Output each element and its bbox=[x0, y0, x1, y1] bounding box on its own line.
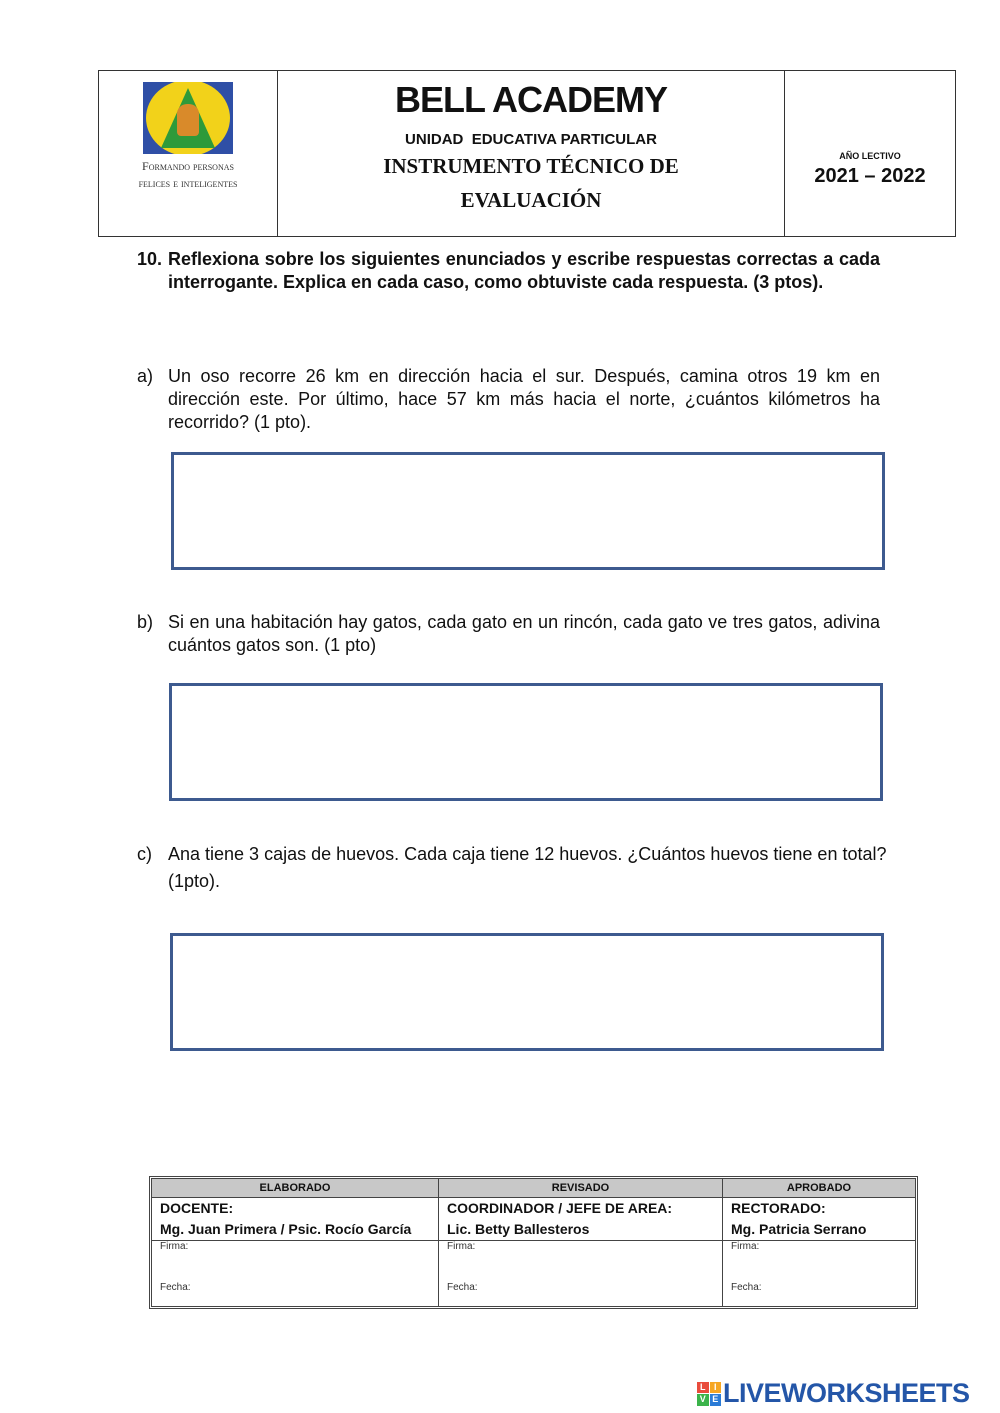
bell-academy-logo bbox=[143, 82, 233, 154]
answer-box-c[interactable] bbox=[170, 933, 884, 1051]
instrument-line1: INSTRUMENTO TÉCNICO DE bbox=[383, 154, 679, 178]
motto-line1: Formando personas bbox=[142, 159, 234, 173]
question-text: Reflexiona sobre los siguientes enunciados y escribe respuestas correctas a cada interrogante. Explica en cada caso, como obtuviste cada respuesta. (3 ptos). bbox=[168, 249, 880, 292]
coordinador-cell bbox=[439, 1198, 723, 1241]
item-c bbox=[137, 841, 904, 895]
signature-cell bbox=[439, 1241, 723, 1306]
item-letter: b) bbox=[137, 612, 154, 632]
header-aprobado: APROBADO bbox=[723, 1179, 915, 1198]
item-letter: c) bbox=[137, 844, 152, 864]
answer-box-b[interactable] bbox=[169, 683, 883, 801]
role: RECTORADO: bbox=[731, 1200, 826, 1216]
fecha-label: Fecha: bbox=[447, 1282, 478, 1293]
docente-cell bbox=[152, 1198, 439, 1241]
year-label: AÑO LECTIVO bbox=[839, 151, 901, 161]
answer-box-a[interactable] bbox=[171, 452, 885, 570]
liveworksheets-mark-icon: L I V E bbox=[697, 1382, 721, 1406]
item-text: Un oso recorre 26 km en dirección hacia el sur. Después, camina otros 19 km en dirección este. Por último, hace 57 km más hacia el norte, ¿cuántos kilómetros ha recorrido? (1 pto). bbox=[168, 366, 880, 432]
approval-table bbox=[149, 1176, 918, 1309]
item-text: Si en una habitación hay gatos, cada gato en un rincón, cada gato ve tres gatos, adivina cuántos gatos son. (1 pto) bbox=[168, 612, 880, 655]
item-b bbox=[137, 611, 880, 657]
signature-cell bbox=[723, 1241, 915, 1306]
school-name: BELL ACADEMY bbox=[394, 79, 667, 120]
school-years: 2021 – 2022 bbox=[814, 165, 926, 187]
item-text: Ana tiene 3 cajas de huevos. Cada caja tiene 12 huevos. ¿Cuántos huevos tiene en total? (1pto). bbox=[168, 844, 887, 891]
item-a bbox=[137, 365, 880, 434]
header-revisado: REVISADO bbox=[439, 1179, 723, 1198]
question-number: 10. bbox=[137, 249, 163, 269]
header-table bbox=[98, 70, 956, 237]
header-elaborado: ELABORADO bbox=[152, 1179, 439, 1198]
firma-label: Firma: bbox=[731, 1241, 760, 1252]
fecha-label: Fecha: bbox=[160, 1282, 191, 1293]
liveworksheets-name: LIVEWORKSHEETS bbox=[723, 1378, 970, 1408]
motto-line2: felices e inteligentes bbox=[138, 176, 238, 190]
fecha-label: Fecha: bbox=[731, 1282, 762, 1293]
firma-label: Firma: bbox=[160, 1241, 189, 1252]
person: Mg. Patricia Serrano bbox=[731, 1221, 867, 1237]
instrument-line2: EVALUACIÓN bbox=[460, 188, 602, 212]
signature-cell bbox=[152, 1241, 439, 1306]
liveworksheets-logo bbox=[697, 1378, 970, 1409]
rectorado-cell bbox=[723, 1198, 915, 1241]
title-cell bbox=[278, 71, 785, 236]
role: DOCENTE: bbox=[160, 1200, 234, 1216]
year-cell bbox=[785, 71, 955, 236]
firma-label: Firma: bbox=[447, 1241, 476, 1252]
person: Mg. Juan Primera / Psic. Rocío García bbox=[160, 1221, 412, 1237]
question-instructions bbox=[137, 248, 880, 294]
person: Lic. Betty Ballesteros bbox=[447, 1221, 590, 1237]
logo-cell bbox=[99, 71, 278, 236]
school-subtitle: UNIDAD EDUCATIVA PARTICULAR bbox=[405, 131, 657, 148]
item-letter: a) bbox=[137, 366, 154, 386]
role: COORDINADOR / JEFE DE AREA: bbox=[447, 1200, 673, 1216]
